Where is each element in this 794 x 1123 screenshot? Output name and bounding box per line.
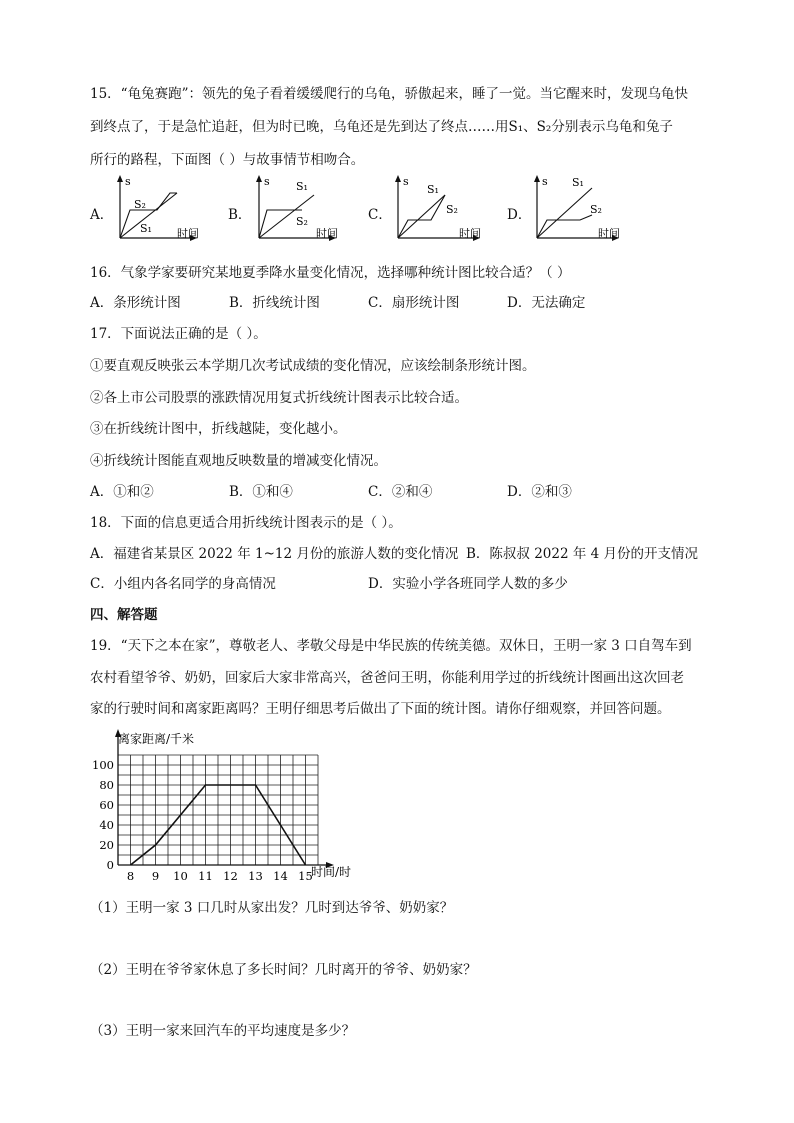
q19-sub-2: （2）王明在爷爷家休息了多长时间？几时离开的爷爷、奶奶家？	[90, 962, 477, 978]
svg-text:S₂: S₂	[590, 203, 602, 216]
q16-option-a: A．条形统计图	[90, 295, 181, 311]
svg-text:时间: 时间	[598, 227, 620, 240]
q19-line-1: 19．“天下之本在家”，尊敬老人、孝敬父母是中华民族的传统美德。双休日，王明一家 3 口自驾车到	[90, 638, 692, 654]
chart-grid	[118, 755, 318, 865]
q15-line-1: 15．“龟兔赛跑”：领先的兔子看着缓缓爬行的乌龟，骄傲起来，睡了一觉。当它醒来时，发现乌龟快	[90, 86, 688, 102]
svg-text:S₁: S₁	[572, 176, 584, 189]
svg-text:时间: 时间	[459, 227, 481, 240]
svg-text:s: s	[542, 175, 548, 188]
q17-option-a: A．①和②	[90, 484, 154, 500]
x-tick-label: 12	[223, 869, 238, 883]
svg-text:S₂: S₂	[446, 203, 458, 216]
x-tick-label: 10	[173, 869, 188, 883]
x-axis-label: 时间/时	[311, 865, 352, 879]
q17-statement-1: ①要直观反映张云本学期几次考试成绩的变化情况，应该绘制条形统计图。	[90, 358, 536, 374]
x-tick-label: 14	[273, 869, 288, 883]
q17-statement-3: ③在折线统计图中，折线越陡，变化越小。	[90, 421, 347, 437]
q16-option-c: C．扇形统计图	[368, 295, 460, 311]
x-tick-label: 15	[298, 869, 313, 883]
q16-stem: 16．气象学家要研究某地夏季降水量变化情况，选择哪种统计图比较合适？（ ）	[90, 265, 571, 281]
q15-option-d-graph	[532, 173, 632, 243]
q17-option-b: B．①和④	[229, 484, 293, 500]
q19-sub-3: （3）王明一家来回汽车的平均速度是多少？	[90, 1023, 356, 1039]
q15-option-d-label: D．	[507, 207, 532, 223]
q19-sub-1: （1）王明一家 3 口几时从家出发？几时到达爷爷、奶奶家？	[90, 900, 454, 916]
chart-axes	[115, 729, 334, 868]
q16-option-b: B．折线统计图	[229, 295, 320, 311]
q15-option-a-label: A．	[90, 207, 114, 223]
q16-option-d: D．无法确定	[507, 295, 586, 311]
q15-line-2: 到终点了，于是急忙追赶，但为时已晚，乌龟还是先到达了终点……用S₁、S₂分别表示乌龟和兔子	[90, 119, 673, 135]
q15-option-b-label: B．	[228, 207, 252, 223]
q15-a-time-label: 时间	[177, 227, 199, 240]
q17-option-c: C．②和④	[368, 484, 433, 500]
svg-text:s: s	[264, 175, 270, 188]
x-tick-label: 8	[126, 869, 135, 883]
y-axis-label: 离家距离/千米	[118, 732, 195, 746]
q15-line-3: 所行的路程，下面图（ ）与故事情节相吻合。	[90, 152, 365, 168]
q18-option-c: C．小组内各名同学的身高情况	[90, 576, 276, 592]
svg-text:S₂: S₂	[296, 215, 308, 228]
q15-option-a-graph	[115, 173, 210, 243]
q17-statement-4: ④折线统计图能直观地反映数量的增减变化情况。	[90, 453, 387, 469]
x-tick-label: 13	[248, 869, 263, 883]
q17-option-d: D．②和③	[507, 484, 572, 500]
distance-time-chart	[92, 726, 372, 886]
q18-option-b: B．陈叔叔 2022 年 4 月份的开支情况	[466, 546, 699, 562]
q18-option-d: D．实验小学各班同学人数的多少	[368, 576, 568, 592]
y-tick-label: 100	[92, 758, 114, 772]
svg-text:S₁: S₁	[427, 183, 439, 196]
svg-text:时间: 时间	[316, 227, 338, 240]
q17-stem: 17．下面说法正确的是（ ）。	[90, 326, 267, 342]
section-heading: 四、解答题	[90, 607, 158, 623]
q15-a-s2-label: S₂	[134, 198, 146, 211]
q19-line-3: 家的行驶时间和离家距离吗？王明仔细思考后做出了下面的统计图。请你仔细观察，并回答问题。	[90, 701, 671, 717]
y-tick-label: 0	[106, 858, 114, 872]
q15-a-s1-label: S₁	[140, 222, 152, 235]
q15-option-c-label: C．	[368, 207, 392, 223]
svg-text:S₁: S₁	[296, 180, 308, 193]
x-tick-label: 11	[198, 869, 213, 883]
x-tick-label: 9	[151, 869, 160, 883]
y-tick-label: 40	[99, 818, 114, 832]
q15-a-s-label: s	[125, 175, 131, 188]
q19-line-2: 农村看望爷爷、奶奶，回家后大家非常高兴，爸爸问王明，你能利用学过的折线统计图画出这次回老	[90, 670, 684, 686]
q18-stem: 18．下面的信息更适合用折线统计图表示的是（ ）。	[90, 515, 402, 531]
y-tick-label: 20	[99, 838, 114, 852]
svg-text:s: s	[403, 175, 409, 188]
q17-statement-2: ②各上市公司股票的涨跌情况用复式折线统计图表示比较合适。	[90, 390, 468, 406]
y-tick-label: 80	[99, 778, 114, 792]
q15-option-c-graph	[393, 173, 493, 243]
q15-option-b-graph	[254, 173, 349, 243]
y-tick-label: 60	[99, 798, 114, 812]
q18-option-a: A．福建省某景区 2022 年 1~12 月份的旅游人数的变化情况	[90, 546, 459, 562]
